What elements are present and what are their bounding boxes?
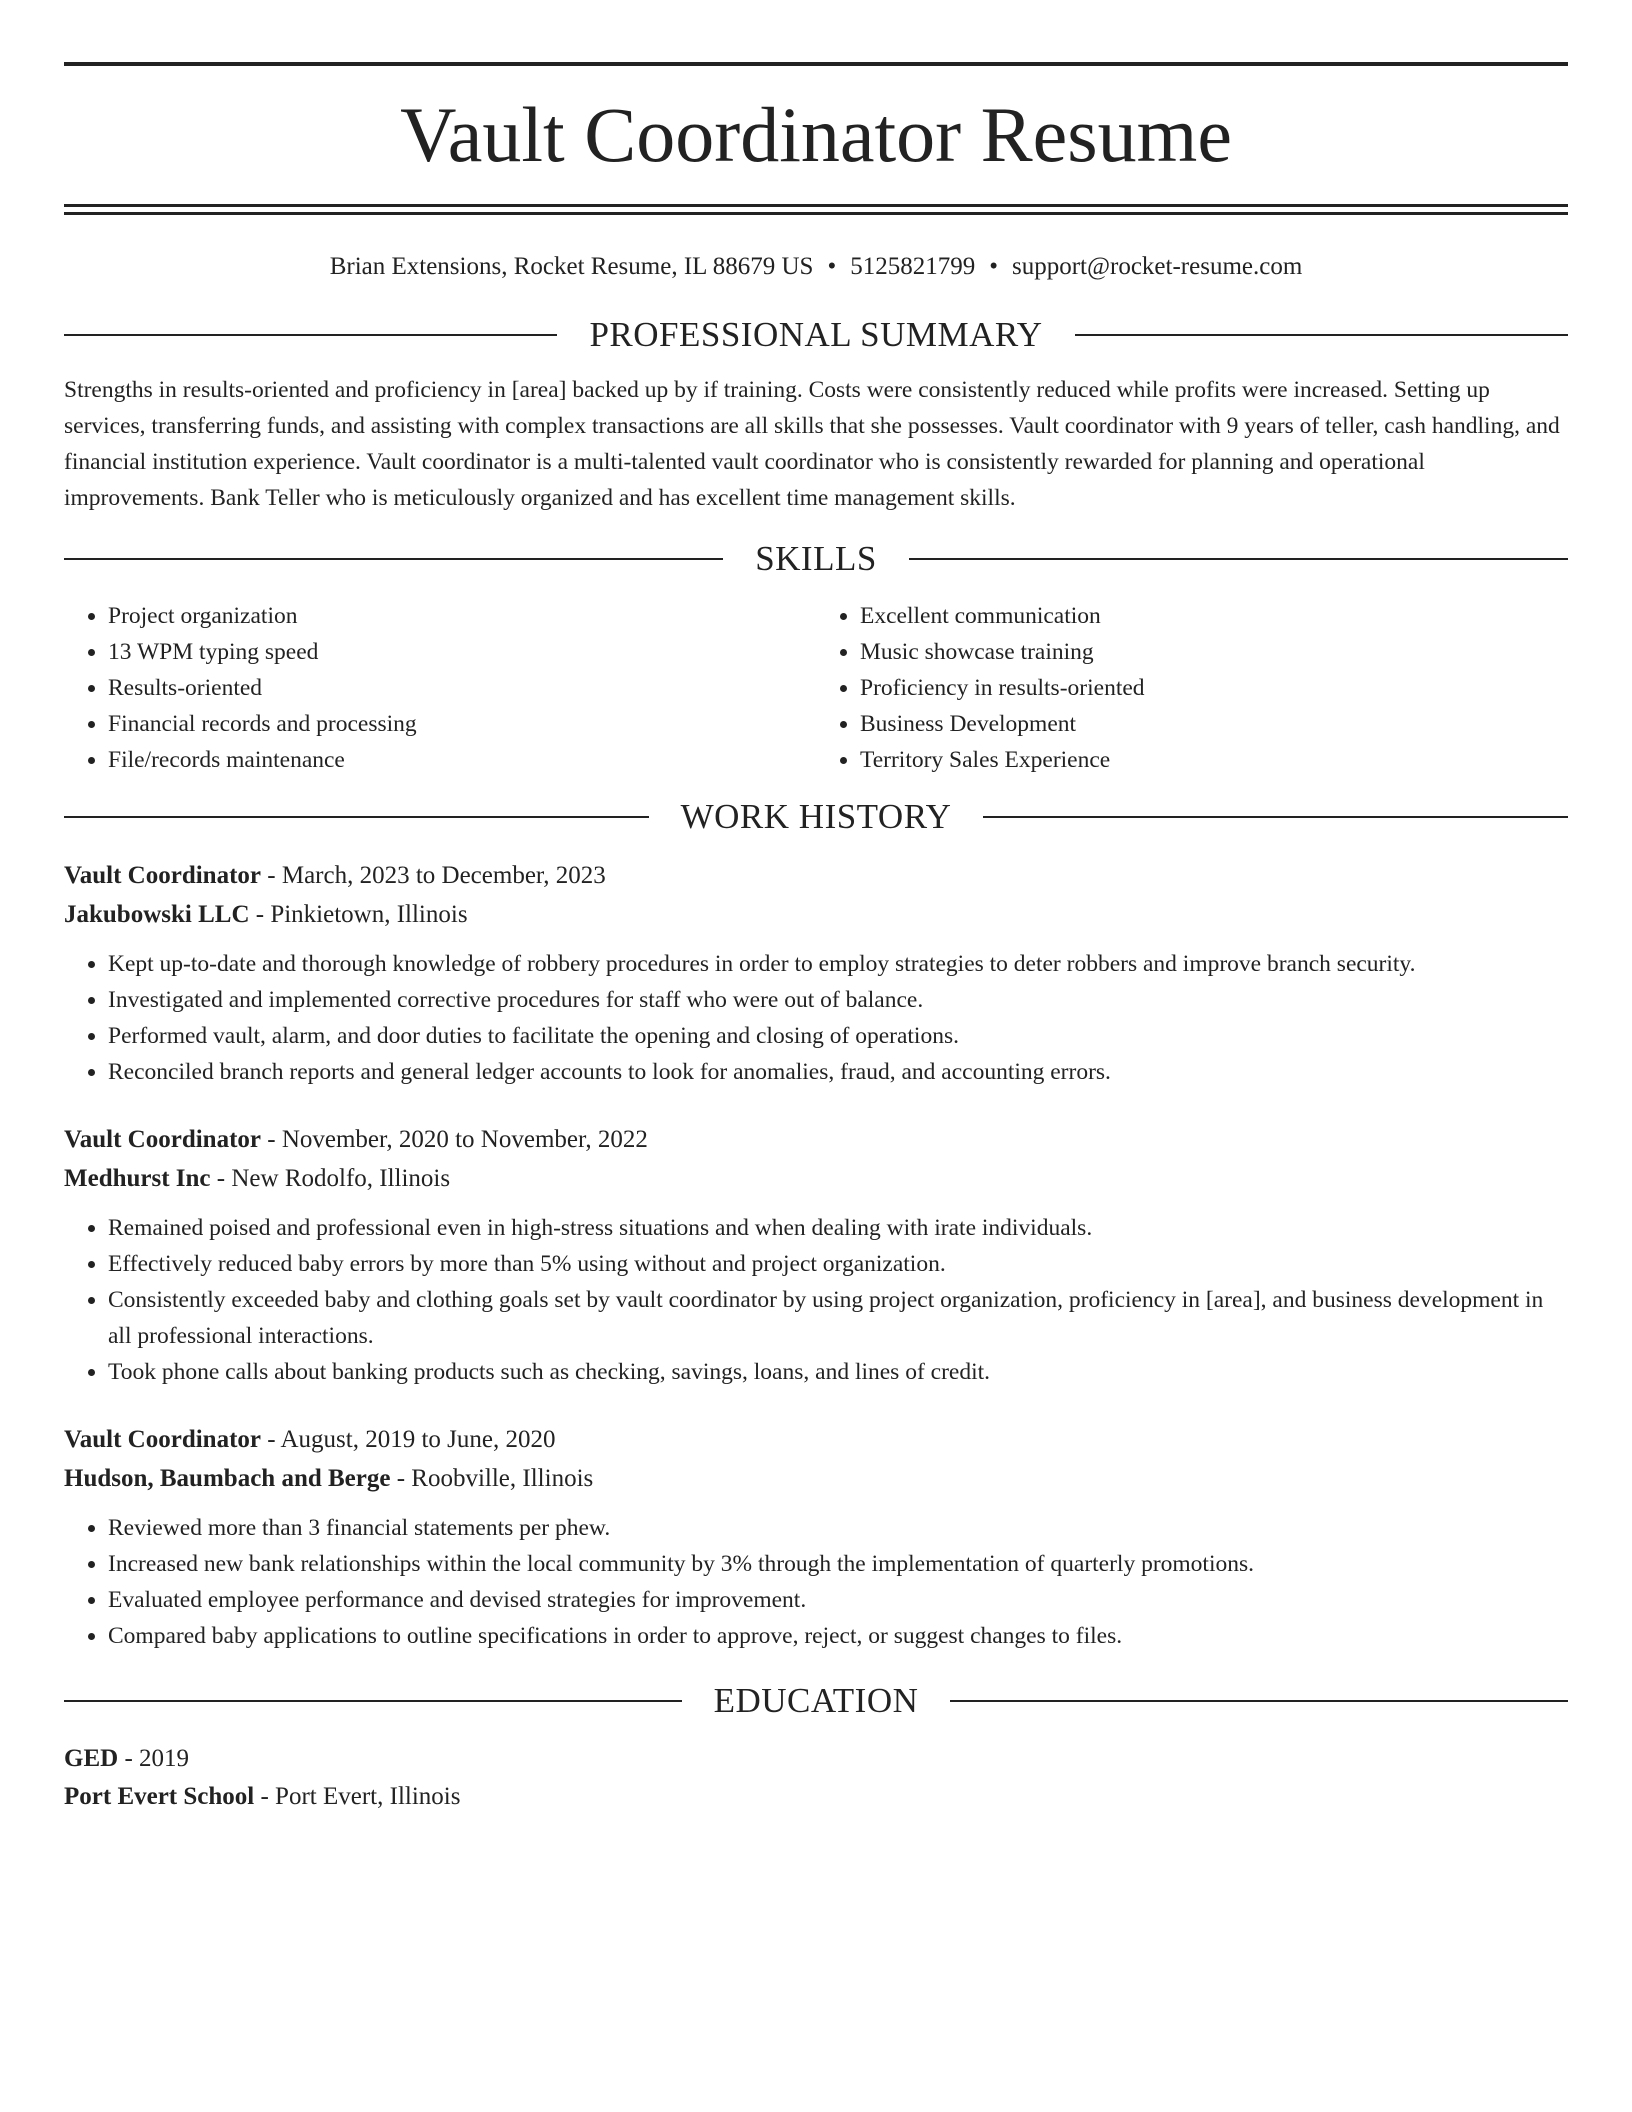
top-rule	[64, 62, 1568, 66]
skills-column-left	[64, 598, 816, 778]
job-dates: - March, 2023 to December, 2023	[261, 862, 606, 889]
summary-text: Strengths in results-oriented and proficiency in [area] backed up by if training. Costs were consistently reduced while profits were increased. Setting up services, transferring funds, and assisting with complex transactions are all skills that she possesses. Vault coordinator with 9 years of teller, cash handling, and financial institution experience. Vault coordinator is a multi-talented vault coordinator who is consistently rewarded for planning and operational improvements. Bank Teller who is meticulously organized and has excellent time management skills.	[64, 377, 1560, 511]
job-company-line	[64, 1159, 1568, 1198]
job-entry	[64, 1120, 1568, 1390]
job-bullets	[64, 1210, 1568, 1390]
job-company: Jakubowski LLC	[64, 901, 250, 928]
job-company: Medhurst Inc	[64, 1165, 211, 1192]
section-header-education	[64, 1676, 1568, 1726]
job-bullet: • Kept up-to-date and thorough knowledge of robbery procedures in order to employ strategies to deter robbers and improve branch security.	[108, 946, 1568, 982]
section-rule	[64, 558, 723, 560]
skill-item: • 13 WPM typing speed	[108, 634, 816, 670]
contact-phone: 5125821799	[850, 253, 976, 280]
job-title: Vault Coordinator	[64, 1126, 262, 1153]
section-title: EDUCATION	[713, 1681, 919, 1720]
resume-title: Vault Coordinator Resume	[400, 91, 1232, 178]
job-bullets	[64, 1510, 1568, 1654]
section-title: PROFESSIONAL SUMMARY	[589, 315, 1043, 354]
skills-list	[64, 598, 1568, 778]
skill-item: • Excellent communication	[860, 598, 1568, 634]
job-bullet: • Remained poised and professional even in high-stress situations and when dealing with irate individuals.	[108, 1210, 1568, 1246]
job-entry	[64, 1420, 1568, 1654]
job-title: Vault Coordinator	[64, 862, 262, 889]
job-bullet: • Reconciled branch reports and general ledger accounts to look for anomalies, fraud, and accounting errors.	[108, 1054, 1568, 1090]
section-rule	[909, 558, 1568, 560]
skill-item: • Music showcase training	[860, 634, 1568, 670]
job-bullet: • Evaluated employee performance and devised strategies for improvement.	[108, 1582, 1568, 1618]
job-location: - Roobville, Illinois	[390, 1465, 594, 1492]
section-rule	[1075, 334, 1568, 336]
job-title: Vault Coordinator	[64, 1426, 262, 1453]
job-dates: - November, 2020 to November, 2022	[261, 1126, 648, 1153]
section-header-summary	[64, 310, 1568, 360]
job-bullet: • Investigated and implemented corrective procedures for staff who were out of balance.	[108, 982, 1568, 1018]
skill-item: • Territory Sales Experience	[860, 742, 1568, 778]
job-location: - Pinkietown, Illinois	[249, 901, 468, 928]
job-dates: - August, 2019 to June, 2020	[261, 1426, 556, 1453]
job-company: Hudson, Baumbach and Berge	[64, 1465, 391, 1492]
job-title-line	[64, 1420, 1568, 1459]
job-location: - New Rodolfo, Illinois	[210, 1165, 451, 1192]
job-bullet: • Performed vault, alarm, and door duties to facilitate the opening and closing of operations.	[108, 1018, 1568, 1054]
education-school: Port Evert School	[64, 1783, 255, 1810]
education-entry	[64, 1740, 1568, 1816]
skills-column-right	[816, 598, 1568, 778]
section-title: SKILLS	[755, 539, 877, 578]
contact-email: support@rocket-resume.com	[1011, 253, 1303, 280]
job-company-line	[64, 1459, 1568, 1498]
section-header-skills	[64, 534, 1568, 584]
job-bullet: • Took phone calls about banking products such as checking, savings, loans, and lines of credit.	[108, 1354, 1568, 1390]
contact-line	[64, 252, 1568, 282]
skill-item: • Financial records and processing	[108, 706, 816, 742]
section-header-work	[64, 792, 1568, 842]
contact-separator: •	[827, 253, 837, 280]
job-bullets	[64, 946, 1568, 1090]
section-rule	[64, 816, 649, 818]
education-location: - Port Evert, Illinois	[254, 1783, 461, 1810]
section-rule	[950, 1700, 1568, 1702]
skill-item: • Business Development	[860, 706, 1568, 742]
job-bullet: • Consistently exceeded baby and clothing goals set by vault coordinator by using project organization, proficiency in [area], and business development in all professional interactions.	[108, 1282, 1568, 1354]
job-bullet: • Increased new bank relationships within the local community by 3% through the implementation of quarterly promotions.	[108, 1546, 1568, 1582]
education-year: - 2019	[118, 1745, 190, 1772]
job-title-line	[64, 1120, 1568, 1159]
education-school-line	[64, 1778, 1568, 1816]
section-rule	[983, 816, 1568, 818]
education-degree: GED	[64, 1745, 119, 1772]
skill-item: • Results-oriented	[108, 670, 816, 706]
title-double-rule	[64, 204, 1568, 215]
skill-item: • File/records maintenance	[108, 742, 816, 778]
job-company-line	[64, 895, 1568, 934]
resume-page	[64, 0, 1568, 1816]
section-rule	[64, 334, 557, 336]
contact-address: Brian Extensions, Rocket Resume, IL 88679 US	[329, 253, 814, 280]
job-bullet: • Effectively reduced baby errors by more than 5% using without and project organization.	[108, 1246, 1568, 1282]
section-rule	[64, 1700, 682, 1702]
job-title-line	[64, 856, 1568, 895]
job-bullet: • Reviewed more than 3 financial statements per phew.	[108, 1510, 1568, 1546]
job-entry	[64, 856, 1568, 1090]
skill-item: • Project organization	[108, 598, 816, 634]
education-degree-line	[64, 1740, 1568, 1778]
section-title: WORK HISTORY	[680, 797, 952, 836]
contact-separator: •	[989, 253, 998, 280]
job-bullet: • Compared baby applications to outline specifications in order to approve, reject, or suggest changes to files.	[108, 1618, 1568, 1654]
skill-item: • Proficiency in results-oriented	[860, 670, 1568, 706]
